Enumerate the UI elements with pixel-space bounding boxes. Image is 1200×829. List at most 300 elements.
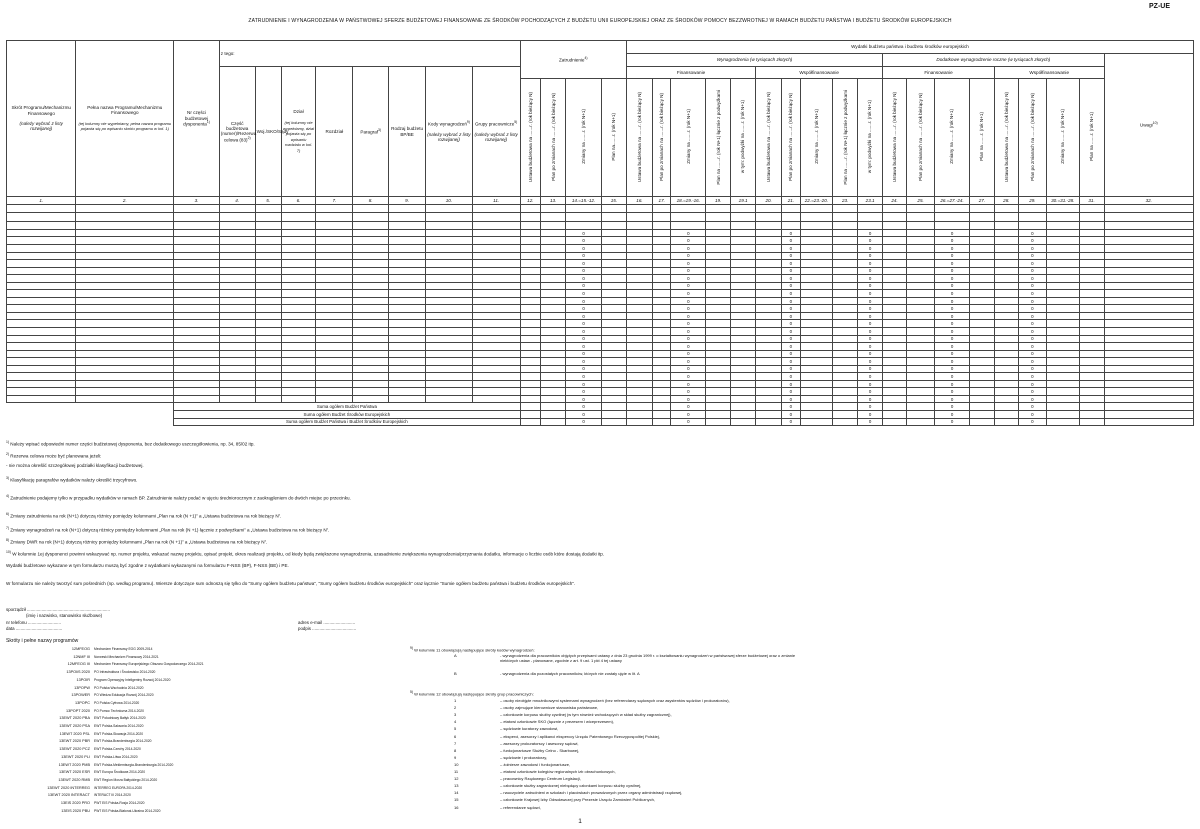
table-cell[interactable] [706, 213, 731, 221]
table-cell[interactable] [281, 213, 316, 221]
table-row[interactable] [7, 373, 1194, 381]
table-cell[interactable] [1047, 297, 1080, 305]
table-cell[interactable] [969, 267, 994, 275]
table-cell[interactable] [706, 388, 731, 396]
table-row[interactable] [7, 388, 1194, 396]
table-cell[interactable] [76, 395, 174, 403]
table-cell[interactable] [706, 290, 731, 298]
table-cell[interactable] [969, 380, 994, 388]
table-cell[interactable]: 0 [566, 282, 602, 290]
table-cell[interactable] [883, 244, 907, 252]
table-cell[interactable] [520, 260, 541, 268]
table-cell[interactable] [626, 282, 652, 290]
table-cell[interactable] [800, 358, 833, 366]
table-cell[interactable] [541, 221, 566, 229]
table-cell[interactable] [994, 221, 1018, 229]
table-cell[interactable]: 0 [782, 380, 800, 388]
table-cell[interactable] [219, 297, 255, 305]
table-cell[interactable] [883, 237, 907, 245]
table-cell[interactable] [174, 328, 220, 336]
table-cell[interactable] [1047, 388, 1080, 396]
table-cell[interactable] [76, 350, 174, 358]
table-cell[interactable] [706, 260, 731, 268]
table-row[interactable] [7, 350, 1194, 358]
table-cell[interactable] [316, 343, 353, 351]
table-cell[interactable] [1104, 237, 1193, 245]
table-cell[interactable] [174, 297, 220, 305]
table-cell[interactable] [520, 252, 541, 260]
table-cell[interactable] [994, 305, 1018, 313]
table-cell[interactable] [541, 275, 566, 283]
table-cell[interactable] [7, 237, 76, 245]
table-cell[interactable] [281, 365, 316, 373]
table-cell[interactable]: 0 [782, 365, 800, 373]
table-cell[interactable]: 0 [566, 237, 602, 245]
table-cell[interactable] [652, 365, 670, 373]
table-cell[interactable] [7, 213, 76, 221]
table-row[interactable] [7, 237, 1194, 245]
table-cell[interactable] [706, 282, 731, 290]
table-cell[interactable] [1079, 388, 1104, 396]
table-cell[interactable]: 0 [858, 350, 883, 358]
table-cell[interactable] [1079, 365, 1104, 373]
table-cell[interactable] [906, 395, 934, 403]
table-cell[interactable] [800, 282, 833, 290]
table-cell[interactable] [1079, 328, 1104, 336]
table-row[interactable] [7, 221, 1194, 229]
table-cell[interactable] [1047, 260, 1080, 268]
table-cell[interactable] [883, 252, 907, 260]
table-cell[interactable]: 0 [1018, 305, 1046, 313]
table-cell[interactable] [281, 205, 316, 213]
table-cell[interactable] [1047, 244, 1080, 252]
table-cell[interactable] [426, 297, 473, 305]
table-cell[interactable] [833, 275, 858, 283]
table-cell[interactable] [1104, 213, 1193, 221]
table-cell[interactable] [601, 229, 626, 237]
table-row[interactable] [7, 358, 1194, 366]
table-cell[interactable]: 0 [1018, 343, 1046, 351]
table-cell[interactable] [601, 282, 626, 290]
table-cell[interactable] [353, 350, 389, 358]
table-cell[interactable] [255, 244, 281, 252]
table-cell[interactable] [626, 335, 652, 343]
table-cell[interactable] [353, 221, 389, 229]
table-row[interactable] [7, 328, 1194, 336]
table-cell[interactable]: 0 [566, 312, 602, 320]
table-cell[interactable] [520, 213, 541, 221]
table-cell[interactable] [426, 343, 473, 351]
table-cell[interactable]: 0 [671, 282, 706, 290]
table-cell[interactable] [906, 358, 934, 366]
table-cell[interactable] [906, 305, 934, 313]
table-cell[interactable]: 0 [1018, 260, 1046, 268]
table-cell[interactable] [626, 328, 652, 336]
table-cell[interactable] [1079, 373, 1104, 381]
table-cell[interactable]: 0 [935, 267, 970, 275]
table-cell[interactable]: 0 [566, 328, 602, 336]
table-cell[interactable]: 0 [671, 358, 706, 366]
table-cell[interactable] [174, 350, 220, 358]
table-cell[interactable] [626, 252, 652, 260]
table-cell[interactable] [994, 373, 1018, 381]
table-cell[interactable] [219, 388, 255, 396]
table-cell[interactable] [833, 395, 858, 403]
table-cell[interactable] [472, 380, 520, 388]
table-cell[interactable] [601, 335, 626, 343]
table-cell[interactable] [541, 388, 566, 396]
table-cell[interactable] [472, 282, 520, 290]
table-cell[interactable]: 0 [935, 373, 970, 381]
table-row[interactable] [7, 305, 1194, 313]
table-cell[interactable] [883, 305, 907, 313]
table-cell[interactable]: 0 [1018, 229, 1046, 237]
table-cell[interactable] [601, 395, 626, 403]
table-cell[interactable] [652, 358, 670, 366]
table-cell[interactable] [76, 252, 174, 260]
table-cell[interactable] [541, 395, 566, 403]
table-cell[interactable] [731, 282, 756, 290]
table-cell[interactable]: 0 [671, 335, 706, 343]
table-cell[interactable] [1104, 290, 1193, 298]
table-cell[interactable] [1047, 229, 1080, 237]
table-cell[interactable] [601, 205, 626, 213]
table-cell[interactable] [935, 221, 970, 229]
table-cell[interactable] [1104, 305, 1193, 313]
table-cell[interactable] [174, 221, 220, 229]
table-cell[interactable] [316, 237, 353, 245]
table-cell[interactable]: 0 [1018, 275, 1046, 283]
table-cell[interactable]: 0 [935, 335, 970, 343]
table-cell[interactable] [281, 275, 316, 283]
table-cell[interactable]: 0 [566, 395, 602, 403]
table-cell[interactable] [174, 282, 220, 290]
table-cell[interactable]: 0 [671, 229, 706, 237]
table-cell[interactable] [520, 373, 541, 381]
table-cell[interactable] [219, 373, 255, 381]
table-cell[interactable] [706, 365, 731, 373]
table-cell[interactable] [472, 267, 520, 275]
table-cell[interactable] [219, 395, 255, 403]
table-cell[interactable] [833, 343, 858, 351]
table-cell[interactable] [883, 275, 907, 283]
table-cell[interactable] [906, 320, 934, 328]
table-cell[interactable] [389, 237, 426, 245]
table-cell[interactable] [994, 260, 1018, 268]
table-cell[interactable]: 0 [566, 260, 602, 268]
table-cell[interactable] [76, 244, 174, 252]
table-cell[interactable] [76, 229, 174, 237]
table-cell[interactable] [255, 237, 281, 245]
table-cell[interactable]: 0 [566, 358, 602, 366]
table-cell[interactable] [316, 320, 353, 328]
table-cell[interactable] [219, 365, 255, 373]
table-cell[interactable] [219, 267, 255, 275]
table-cell[interactable] [994, 343, 1018, 351]
table-cell[interactable] [426, 388, 473, 396]
table-cell[interactable] [353, 328, 389, 336]
table-cell[interactable] [353, 365, 389, 373]
table-cell[interactable] [255, 221, 281, 229]
table-cell[interactable] [472, 343, 520, 351]
table-row[interactable] [7, 395, 1194, 403]
table-cell[interactable] [652, 312, 670, 320]
table-cell[interactable]: 0 [935, 320, 970, 328]
table-cell[interactable] [906, 343, 934, 351]
table-cell[interactable] [316, 388, 353, 396]
table-cell[interactable] [541, 328, 566, 336]
table-cell[interactable] [994, 388, 1018, 396]
table-cell[interactable] [833, 237, 858, 245]
table-cell[interactable] [652, 205, 670, 213]
table-cell[interactable]: 0 [782, 237, 800, 245]
table-cell[interactable]: 0 [935, 275, 970, 283]
table-cell[interactable] [706, 395, 731, 403]
table-cell[interactable] [316, 244, 353, 252]
table-cell[interactable] [652, 290, 670, 298]
table-cell[interactable] [389, 328, 426, 336]
table-cell[interactable] [906, 350, 934, 358]
table-cell[interactable] [426, 229, 473, 237]
table-row[interactable] [7, 320, 1194, 328]
table-cell[interactable] [174, 229, 220, 237]
table-cell[interactable] [472, 229, 520, 237]
table-cell[interactable] [883, 229, 907, 237]
table-cell[interactable] [426, 312, 473, 320]
table-cell[interactable] [472, 237, 520, 245]
table-cell[interactable] [883, 358, 907, 366]
table-cell[interactable] [255, 328, 281, 336]
table-cell[interactable] [626, 320, 652, 328]
table-cell[interactable]: 0 [1018, 373, 1046, 381]
table-cell[interactable] [833, 312, 858, 320]
table-cell[interactable] [969, 252, 994, 260]
table-cell[interactable] [706, 320, 731, 328]
table-cell[interactable] [601, 365, 626, 373]
table-cell[interactable] [1079, 237, 1104, 245]
table-row[interactable] [7, 290, 1194, 298]
table-cell[interactable] [994, 335, 1018, 343]
table-cell[interactable] [7, 335, 76, 343]
table-cell[interactable] [426, 221, 473, 229]
table-cell[interactable]: 0 [1018, 267, 1046, 275]
table-cell[interactable] [7, 244, 76, 252]
table-cell[interactable] [756, 365, 782, 373]
table-cell[interactable] [969, 312, 994, 320]
table-cell[interactable] [281, 312, 316, 320]
table-cell[interactable] [1104, 320, 1193, 328]
table-cell[interactable] [883, 320, 907, 328]
table-cell[interactable] [520, 267, 541, 275]
table-cell[interactable] [472, 395, 520, 403]
table-cell[interactable] [520, 312, 541, 320]
table-cell[interactable] [426, 373, 473, 381]
table-cell[interactable] [219, 380, 255, 388]
table-cell[interactable] [520, 282, 541, 290]
table-cell[interactable] [316, 335, 353, 343]
table-cell[interactable] [353, 312, 389, 320]
table-cell[interactable] [652, 388, 670, 396]
table-cell[interactable] [1104, 388, 1193, 396]
table-cell[interactable] [883, 343, 907, 351]
table-cell[interactable] [883, 350, 907, 358]
table-cell[interactable]: 0 [858, 260, 883, 268]
table-cell[interactable]: 0 [671, 320, 706, 328]
table-cell[interactable]: 0 [935, 380, 970, 388]
table-cell[interactable] [1079, 213, 1104, 221]
table-cell[interactable] [472, 305, 520, 313]
table-cell[interactable] [353, 320, 389, 328]
table-cell[interactable] [906, 365, 934, 373]
table-cell[interactable] [883, 282, 907, 290]
table-cell[interactable]: 0 [782, 282, 800, 290]
table-cell[interactable]: 0 [566, 244, 602, 252]
table-cell[interactable] [520, 365, 541, 373]
table-cell[interactable] [520, 205, 541, 213]
table-cell[interactable] [756, 237, 782, 245]
table-cell[interactable]: 0 [858, 237, 883, 245]
table-cell[interactable] [316, 282, 353, 290]
table-cell[interactable]: 0 [858, 343, 883, 351]
table-cell[interactable] [906, 282, 934, 290]
table-cell[interactable] [219, 335, 255, 343]
table-cell[interactable] [7, 205, 76, 213]
table-cell[interactable] [174, 260, 220, 268]
table-cell[interactable] [174, 320, 220, 328]
table-cell[interactable] [652, 260, 670, 268]
table-cell[interactable]: 0 [671, 350, 706, 358]
table-cell[interactable] [1079, 297, 1104, 305]
table-cell[interactable] [1047, 205, 1080, 213]
table-cell[interactable] [833, 244, 858, 252]
table-cell[interactable] [601, 343, 626, 351]
table-cell[interactable] [1079, 358, 1104, 366]
table-cell[interactable]: 0 [858, 297, 883, 305]
table-cell[interactable] [731, 373, 756, 381]
table-cell[interactable] [883, 213, 907, 221]
table-cell[interactable]: 0 [858, 244, 883, 252]
table-cell[interactable] [76, 260, 174, 268]
table-cell[interactable] [1047, 267, 1080, 275]
table-cell[interactable] [281, 343, 316, 351]
table-cell[interactable] [174, 267, 220, 275]
table-cell[interactable] [281, 388, 316, 396]
table-cell[interactable]: 0 [671, 388, 706, 396]
table-cell[interactable]: 0 [1018, 395, 1046, 403]
table-cell[interactable] [731, 365, 756, 373]
table-cell[interactable]: 0 [671, 365, 706, 373]
table-cell[interactable]: 0 [858, 275, 883, 283]
table-cell[interactable] [601, 275, 626, 283]
table-cell[interactable] [1104, 312, 1193, 320]
table-row[interactable] [7, 275, 1194, 283]
table-cell[interactable] [472, 365, 520, 373]
table-cell[interactable] [1047, 328, 1080, 336]
table-cell[interactable]: 0 [935, 290, 970, 298]
table-cell[interactable] [174, 275, 220, 283]
table-cell[interactable] [316, 213, 353, 221]
table-cell[interactable] [626, 365, 652, 373]
table-cell[interactable] [652, 380, 670, 388]
table-cell[interactable] [601, 221, 626, 229]
table-cell[interactable] [316, 290, 353, 298]
table-cell[interactable] [426, 213, 473, 221]
table-cell[interactable]: 0 [1018, 290, 1046, 298]
table-cell[interactable] [255, 205, 281, 213]
table-cell[interactable] [520, 305, 541, 313]
table-cell[interactable] [833, 213, 858, 221]
table-cell[interactable]: 0 [566, 267, 602, 275]
table-cell[interactable] [1079, 350, 1104, 358]
table-cell[interactable] [994, 290, 1018, 298]
table-cell[interactable]: 0 [935, 229, 970, 237]
table-cell[interactable]: 0 [858, 335, 883, 343]
table-cell[interactable] [389, 365, 426, 373]
table-cell[interactable] [601, 213, 626, 221]
table-cell[interactable] [706, 305, 731, 313]
table-cell[interactable] [426, 365, 473, 373]
table-cell[interactable] [626, 221, 652, 229]
table-cell[interactable] [316, 395, 353, 403]
table-cell[interactable]: 0 [671, 395, 706, 403]
table-cell[interactable] [426, 205, 473, 213]
table-cell[interactable] [76, 373, 174, 381]
table-cell[interactable] [756, 395, 782, 403]
table-cell[interactable] [969, 305, 994, 313]
table-cell[interactable] [652, 343, 670, 351]
table-cell[interactable] [626, 237, 652, 245]
table-cell[interactable]: 0 [935, 365, 970, 373]
table-cell[interactable]: 0 [782, 358, 800, 366]
table-cell[interactable] [706, 350, 731, 358]
table-cell[interactable] [626, 267, 652, 275]
table-cell[interactable] [472, 244, 520, 252]
table-cell[interactable] [756, 205, 782, 213]
table-cell[interactable] [7, 395, 76, 403]
table-cell[interactable] [353, 229, 389, 237]
table-cell[interactable] [76, 388, 174, 396]
table-cell[interactable] [316, 297, 353, 305]
table-cell[interactable] [1047, 282, 1080, 290]
table-cell[interactable] [7, 388, 76, 396]
table-cell[interactable] [353, 290, 389, 298]
table-cell[interactable] [833, 365, 858, 373]
table-cell[interactable] [906, 213, 934, 221]
table-cell[interactable] [353, 373, 389, 381]
table-cell[interactable] [906, 328, 934, 336]
table-cell[interactable] [316, 350, 353, 358]
table-cell[interactable] [731, 267, 756, 275]
table-row[interactable] [7, 260, 1194, 268]
table-cell[interactable]: 0 [782, 260, 800, 268]
table-cell[interactable]: 0 [566, 320, 602, 328]
table-cell[interactable] [1079, 312, 1104, 320]
table-cell[interactable]: 0 [671, 373, 706, 381]
table-cell[interactable] [858, 205, 883, 213]
table-cell[interactable]: 0 [1018, 350, 1046, 358]
table-cell[interactable] [174, 205, 220, 213]
table-cell[interactable] [520, 380, 541, 388]
table-cell[interactable] [353, 305, 389, 313]
table-cell[interactable] [353, 388, 389, 396]
table-cell[interactable]: 0 [858, 305, 883, 313]
table-cell[interactable] [800, 388, 833, 396]
table-cell[interactable] [969, 260, 994, 268]
table-cell[interactable] [906, 275, 934, 283]
table-cell[interactable] [520, 229, 541, 237]
table-cell[interactable] [1047, 312, 1080, 320]
table-cell[interactable] [541, 267, 566, 275]
